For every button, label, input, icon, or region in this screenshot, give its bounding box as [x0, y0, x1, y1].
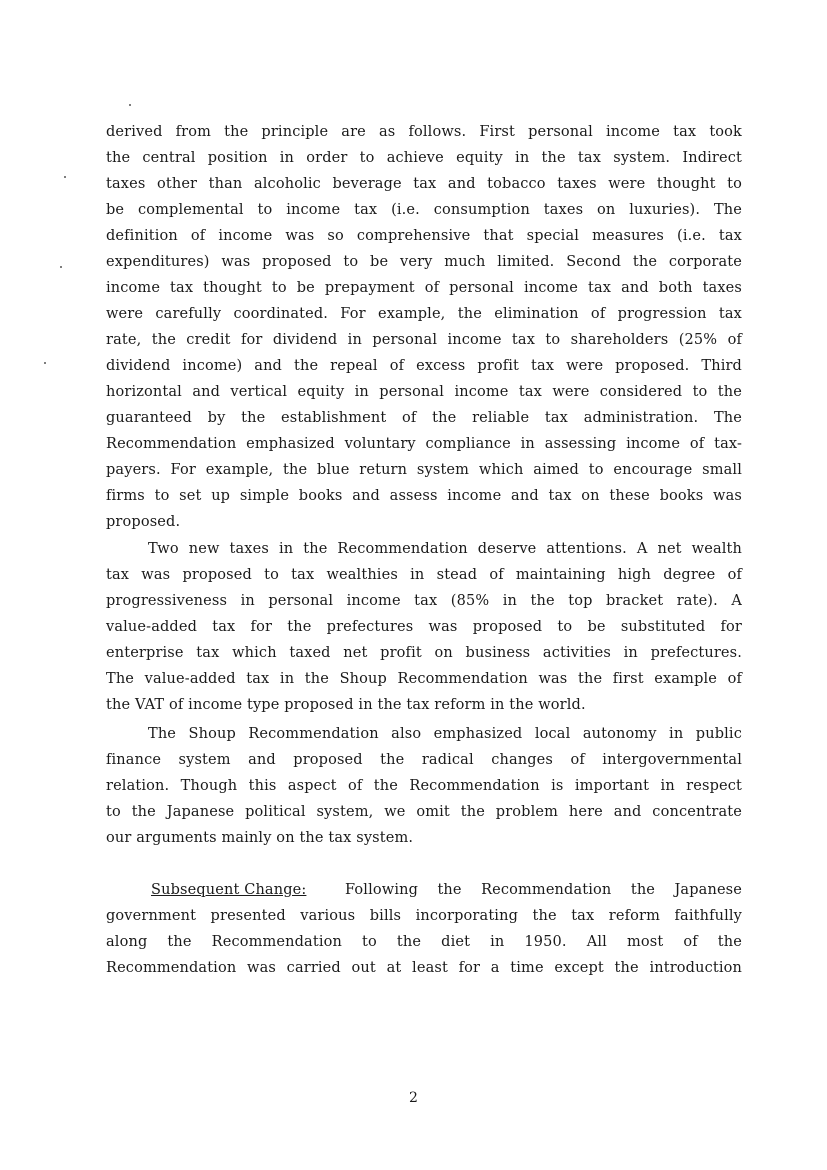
text-line: Following the Recommendation the Japanese	[345, 882, 742, 898]
text-line: proposed.	[106, 514, 181, 530]
text-line: relation. Though this aspect of the Recommendation is important in respect	[106, 778, 742, 794]
text-line: horizontal and vertical equity in personal income tax were considered to the	[106, 384, 742, 400]
text-line: taxes other than alcoholic beverage tax and tobacco taxes were thought to	[106, 176, 742, 192]
text-line: were carefully coordinated. For example, the elimination of progression tax	[106, 306, 742, 322]
text-line: income tax thought to be prepayment of personal income tax and both taxes	[106, 280, 742, 296]
text-line: be complemental to income tax (i.e. consumption taxes on luxuries). The	[106, 202, 742, 218]
section-heading-label: Subsequent Change:	[151, 882, 307, 898]
scan-speck	[60, 266, 62, 268]
text-line: firms to set up simple books and assess income and tax on these books was	[106, 488, 742, 504]
section-heading	[151, 880, 345, 900]
text-line: derived from the principle are as follows. First personal income tax took	[106, 124, 742, 140]
text-line: tax was proposed to tax wealthies in stead of maintaining high degree of	[106, 567, 742, 583]
text-line: our arguments mainly on the tax system.	[106, 830, 414, 846]
text-line: Two new taxes in the Recommendation deserve attentions. A net wealth	[148, 541, 742, 557]
text-line: The value-added tax in the Shoup Recommendation was the first example of	[106, 671, 742, 687]
text-line: definition of income was so comprehensive that special measures (i.e. tax	[106, 228, 742, 244]
text-line: to the Japanese political system, we omit the problem here and concentrate	[106, 804, 742, 820]
text-line: dividend income) and the repeal of excess profit tax were proposed. Third	[106, 358, 742, 374]
text-line: along the Recommendation to the diet in 1950. All most of the	[106, 934, 742, 950]
text-line: Recommendation was carried out at least for a time except the introduction	[106, 960, 742, 976]
text-line: value-added tax for the prefectures was proposed to be substituted for	[106, 619, 742, 635]
text-line: government presented various bills incorporating the tax reform faithfully	[106, 908, 742, 924]
text-line: expenditures) was proposed to be very much limited. Second the corporate	[106, 254, 742, 270]
text-line: progressiveness in personal income tax (85% in the top bracket rate). A	[106, 593, 742, 609]
text-line: payers. For example, the blue return system which aimed to encourage small	[106, 462, 742, 478]
text-line: the central position in order to achieve equity in the tax system. Indirect	[106, 150, 742, 166]
text-line: Recommendation emphasized voluntary compliance in assessing income of tax-	[106, 436, 742, 452]
scan-speck	[44, 362, 46, 364]
text-line: The Shoup Recommendation also emphasized local autonomy in public	[148, 726, 742, 742]
text-line: rate, the credit for dividend in personal income tax to shareholders (25% of	[106, 332, 742, 348]
text-line: the VAT of income type proposed in the tax reform in the world.	[106, 697, 586, 713]
text-line: guaranteed by the establishment of the reliable tax administration. The	[106, 410, 742, 426]
scan-speck	[64, 176, 66, 178]
scan-speck	[129, 104, 131, 106]
text-line: enterprise tax which taxed net profit on business activities in prefectures.	[106, 645, 742, 661]
page-number: 2	[409, 1090, 418, 1106]
text-line: finance system and proposed the radical changes of intergovernmental	[106, 752, 742, 768]
